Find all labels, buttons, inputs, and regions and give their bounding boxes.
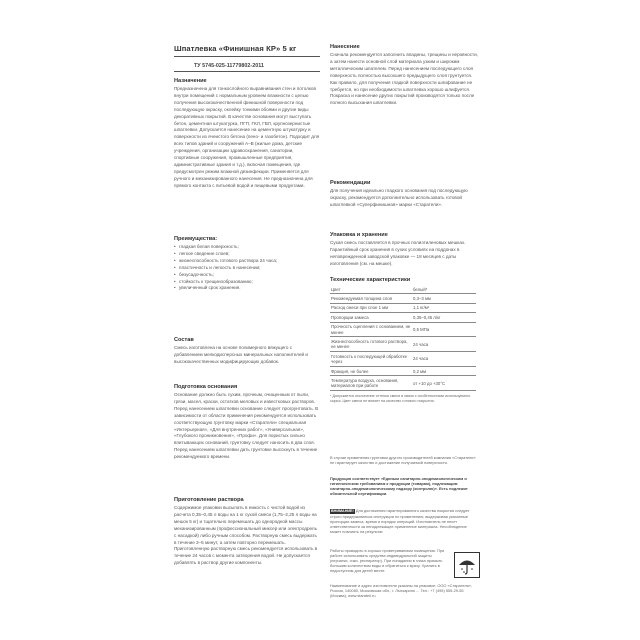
advantages-list bbox=[174, 244, 320, 292]
recommendations-heading: Рекомендации bbox=[330, 180, 371, 186]
tech-value: 24 часа bbox=[412, 337, 476, 352]
tech-value: от +10 до +30°С bbox=[412, 376, 476, 391]
tech-value: 0,35–0,45 л/кг bbox=[412, 313, 476, 322]
certification-text: Продукция соответствует «Единым санитарно-эпидемиологическим и гигиеническим требованиям к продукции (товарам), подлежащим санитарно-эпидемиологическому надзору (контролю)». Есть подлежит обязательной сертификации. bbox=[330, 476, 468, 496]
composition-heading: Состав bbox=[174, 337, 194, 343]
tech-key: Цвет bbox=[330, 285, 412, 294]
tu-code: ТУ 5745-025-11779802-2011 bbox=[194, 63, 264, 69]
list-item: • безусадочность; bbox=[174, 272, 320, 279]
safety-note bbox=[330, 508, 478, 534]
tech-value: 24 часа bbox=[412, 352, 476, 367]
composition-text: Смесь изготовлена на основе полимерного вяжущего с добавлением мелкодисперсных минеральных наполнителей и высококачественных модифицирующих добавок. bbox=[174, 345, 308, 364]
title-rule bbox=[174, 56, 320, 57]
ppe-note: Работы проводить в хорошо проветриваемом помещении. При работе использовать средства индивидуальной защиты (перчатки, очки, респиратор). При попадании в глаза промыть большим количеством воды и обратиться к врачу. Хранить в недоступном для детей месте. bbox=[330, 548, 445, 573]
table-row bbox=[330, 285, 476, 294]
recommendations-section bbox=[330, 180, 478, 209]
mix-prep-text: Содержимое упаковки высыпать в емкость с чистой водой из расчета 0,35–0,45 л воды на 1 кг сухой смеси (1,75–2,25 л воды на мешок 5 кг) и тщательно перемешать до однородной массы механизированным (профессиональный миксер или электродрель с насадкой) либо ручным способом. Растворную смесь выдержать в течение 3–5 минут, а затем повторно перемешать. Приготовленную растворную смесь рекомендуется использовать в течение 24 часов с момента затворения водой. Не допускается добавлять в раствор другие компоненты. bbox=[174, 505, 318, 566]
application-section bbox=[330, 44, 478, 107]
tech-key: Рекомендуемая толщина слоя bbox=[330, 294, 412, 303]
storage-section bbox=[330, 232, 478, 268]
tech-key: Расход смеси при слое 1 мм bbox=[330, 303, 412, 312]
certification-note bbox=[330, 476, 478, 496]
tech-key: Жизнеспособность готового раствора, не менее bbox=[330, 337, 412, 352]
tech-value: 0,5 МПа bbox=[412, 322, 476, 337]
purpose-section bbox=[174, 78, 320, 190]
storage-heading: Упаковка и хранение bbox=[330, 232, 388, 238]
tech-key: Пропорции замеса bbox=[330, 313, 412, 322]
table-row bbox=[330, 367, 476, 376]
storage-text: Сухая смесь поставляется в прочных полиэтиленовых мешках. Гарантийный срок хранения в сухих условиях на поддонах в неповрежденной заводской упаковке — 18 месяцев с даты изготовления (см. на мешке). bbox=[330, 240, 466, 266]
tech-value: 1,1 кг/м² bbox=[412, 303, 476, 312]
list-item: • легкое сведение слоев; bbox=[174, 251, 320, 258]
tech-key: Прочность сцепления с основанием, не менее bbox=[330, 322, 412, 337]
advantages-section bbox=[174, 236, 320, 292]
tech-heading: Технические характеристики bbox=[330, 277, 411, 283]
application-heading: Нанесение bbox=[330, 44, 360, 50]
product-title: Шпатлевка «Финишная КР» 5 кг bbox=[174, 44, 297, 53]
base-prep-section bbox=[174, 384, 320, 461]
list-item: • пластичность и легкость в нанесении; bbox=[174, 265, 320, 272]
tech-value: 0,3–3 мм bbox=[412, 294, 476, 303]
table-row bbox=[330, 322, 476, 337]
table-row bbox=[330, 376, 476, 391]
table-row bbox=[330, 313, 476, 322]
mix-prep-section bbox=[174, 497, 320, 567]
tech-table bbox=[330, 285, 476, 391]
tech-key: Фракция, не более bbox=[330, 367, 412, 376]
warning-note: В случае применения грунтовки другого производителей компания «Старатели» не гарантирует качество и достижение получаемой поверхности. bbox=[330, 455, 476, 465]
list-item: • стойкость к трещинообразованию; bbox=[174, 279, 320, 286]
tech-section bbox=[330, 277, 478, 404]
table-row bbox=[330, 303, 476, 312]
keep-dry-icon bbox=[454, 552, 480, 578]
composition-section bbox=[174, 337, 320, 366]
safety-text: Для достижения гарантированного качества покрытия следует строго придерживаться инструкции по применению; выдерживая указанные пропорции замеса, время и порядок операций. Изготовитель не несет ответственности за ненадлежащее применение материала. Несоблюдение может повлиять на результат. bbox=[330, 508, 470, 534]
table-row bbox=[330, 294, 476, 303]
tech-footnote: * Допускается отклонение оттенка смеси в связи с особенностями используемого сырья. Цвет смеси не влияет на качество готового покрытия. bbox=[330, 394, 471, 403]
manufacturer-note: Наименование и адрес изготовителя указаны на упаковке: ООО «Старатели», Россия, 140080, Московская обл., г. Лыткарино ... Тел.: +7 (495) 555-29-55 (Москва), www.starateli.ru bbox=[330, 583, 473, 598]
table-row bbox=[330, 337, 476, 352]
attention-badge: ВНИМАНИЕ! bbox=[331, 509, 354, 513]
list-item: • гладкая белая поверхность; bbox=[174, 244, 320, 251]
tech-value: белый* bbox=[412, 285, 476, 294]
tech-key: Температура воздуха, основания, материалов при работе bbox=[330, 376, 412, 391]
tech-key: Готовность к последующей обработке через bbox=[330, 352, 412, 367]
advantages-heading: Преимущества: bbox=[174, 236, 218, 242]
application-text: Сначала рекомендуется заполнить впадины, трещины и неровности, а затем нанести основной слой материала узким и широким металлическим шпателем. Перед нанесением последующего слоя поверхность полностью высохшего предыдущего слоя грунтуется. Как правило, для получения гладкой поверхности шлифование не требуется, но при необходимости шпатлевка хорошо шлифуется. Покраска и нанесение других покрытий производятся только после полного высыхания шпатлевки. bbox=[330, 52, 478, 106]
purpose-heading: Назначение bbox=[174, 78, 207, 84]
tu-rule bbox=[174, 71, 320, 72]
purpose-text: Предназначена для тонкослойного выравнивания стен и потолков внутри помещений с нормальным уровнем влажности с целью получения высококачественной финишной поверхности под последующую окраску, оклейку тонкими обоями и другие виды декоративных покрытий. В качестве основания могут выступать бетон, цементная штукатурка, ПГП, ГКЛ, ГВЛ, крупнозернистые шпатлевки. Допускается нанесение на цементную штукатурку и поверхности из ячеистого бетона (пено- и газобетон). Подходит для всех типов зданий и сооружений А–В (жилые дома, детские учреждения, организации здравоохранения, санатории, спортивные сооружения, промышленные предприятия, административные здания и т.д.), включая помещения, где предусмотрен режим влажной дезинфекции. Применяется для ручного и механизированного нанесения. Не предназначена для прямого контакта с питьевой водой и пищевыми продуктами. bbox=[174, 86, 320, 188]
tech-value: 0,2 мм bbox=[412, 367, 476, 376]
base-prep-text: Основание должно быть сухим, прочным, очищенным от пыли, грязи, масел, краски, остатков меловых и известковых растворов. Перед нанесением шпатлевки основание следует прогрунтовать. В зависимости от области применения рекомендуется использовать соответствующую грунтовку марки «Старатели» специальная «Интерьерная», «Для внутренних работ», «Универсальная», «Глубокого проникновения», «Профи». Для пористых сильно впитывающих оснований, грунтовку следует наносить в два слоя. Перед нанесением шпатлевки дать грунтовке высохнуть в течение рекомендуемого времени. bbox=[174, 392, 319, 460]
list-item: • увеличенный срок хранения. bbox=[174, 285, 320, 292]
base-prep-heading: Подготовка основания bbox=[174, 384, 238, 390]
table-row bbox=[330, 352, 476, 367]
list-item: • жизнеспособность готового раствора 24 часа; bbox=[174, 258, 320, 265]
recommendations-text: Для получения идеально гладкого основания под последующую окраску, рекомендуется дополнительно использовать готовой шпатлевкой «Суперфинишная» марки «Старатели». bbox=[330, 188, 468, 207]
mix-prep-heading: Приготовление раствора bbox=[174, 497, 244, 503]
umbrella-icon bbox=[455, 553, 479, 577]
